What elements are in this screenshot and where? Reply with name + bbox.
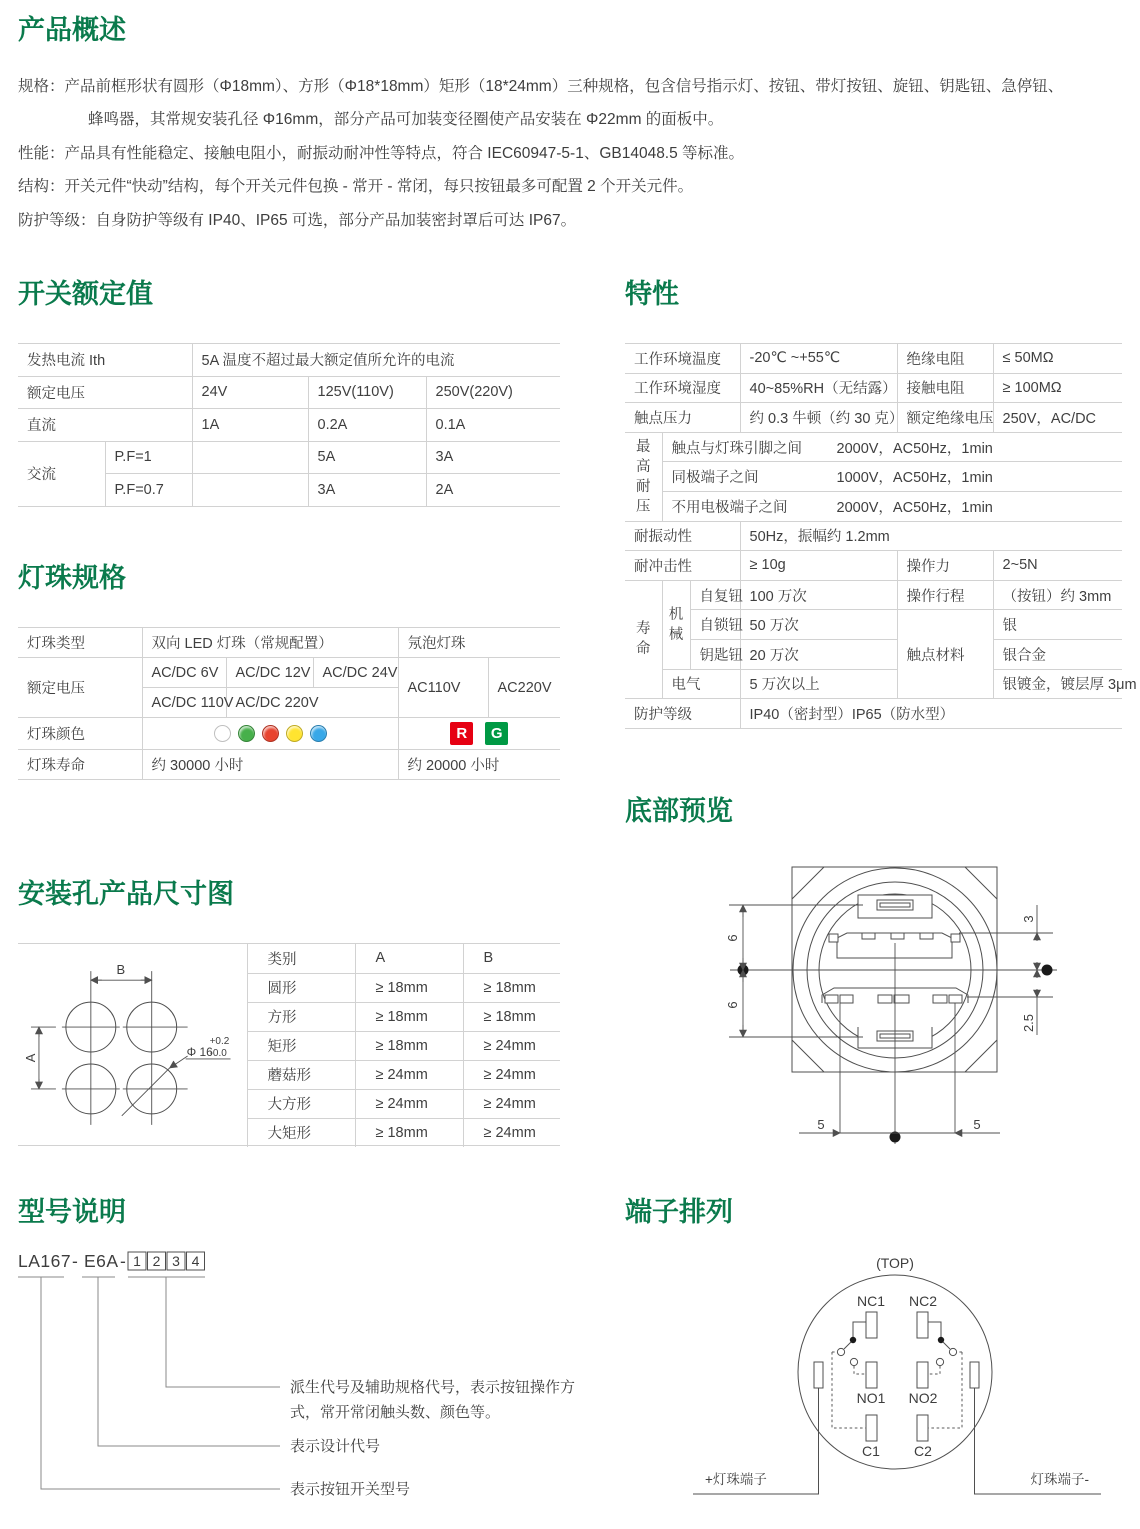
table-cell: -20℃ ~+55℃ <box>740 344 897 374</box>
table-cell: ≥ 18mm <box>355 1031 463 1060</box>
digit-2: 2 <box>152 1253 161 1269</box>
table-cell: AC/DC 220V <box>226 688 398 718</box>
table-row <box>247 973 560 1002</box>
table-cell: AC/DC 6V <box>142 658 226 688</box>
neon-color-badges <box>408 722 552 745</box>
table-cell: 直流 <box>18 409 192 442</box>
table-row <box>625 669 1122 699</box>
table-cell: IP40（密封型）IP65（防水型） <box>740 699 1122 729</box>
table-cell: 0.2A <box>308 409 426 442</box>
table-cell: 50Hz，振幅约 1.2mm <box>740 521 1122 551</box>
ratings-table <box>18 343 560 507</box>
table-cell: 125V(110V) <box>308 376 426 409</box>
section-characteristics <box>625 278 1137 738</box>
model-title: 型号说明 <box>18 1197 126 1227</box>
switch-base-circle <box>798 1275 992 1469</box>
model-design-code: E6A <box>84 1251 119 1271</box>
model-code-diagram <box>18 1246 578 1526</box>
lamp-terminal-plus-label: +灯珠端子 <box>705 1472 767 1487</box>
table-cell: 3A <box>426 441 560 474</box>
table-cell: AC/DC 12V <box>226 658 313 688</box>
model-code <box>18 1251 205 1271</box>
overview-line-spec: 规格：产品前框形状有圆形（Φ18mm）、方形（Φ18*18mm）矩形（18*24mm）三种规格，包含信号指示灯、按钮、带灯按钮、旋钮、钥匙钮、急停钮、 <box>18 78 1064 95</box>
hole-circles <box>62 971 188 1125</box>
dim-label-5-left: 5 <box>817 1117 825 1132</box>
table-cell: 氖泡灯珠 <box>398 628 560 658</box>
table-cell: ≥ 24mm <box>355 1060 463 1089</box>
dimension-a <box>23 1027 56 1089</box>
terminal-lamp-right <box>970 1362 979 1388</box>
callout-derived-code-line1: 派生代号及辅助规格代号，表示按钮操作方 <box>290 1379 576 1396</box>
table-cell: AC/DC 24V <box>313 658 398 688</box>
table-cell: ≤ 50MΩ <box>993 344 1122 374</box>
mounting-title: 安装孔产品尺寸图 <box>18 879 234 909</box>
terminal-nc2 <box>917 1312 928 1338</box>
table-cell: P.F=0.7 <box>105 474 192 507</box>
table-cell: 蘑菇形 <box>247 1060 355 1089</box>
section-model-explanation <box>18 1196 578 1526</box>
table-cell: 250V，AC/DC <box>993 403 1122 433</box>
terminal-no1 <box>866 1362 877 1388</box>
table-cell: 矩形 <box>247 1031 355 1060</box>
label-nc2: NC2 <box>908 1293 938 1309</box>
table-cell-mechanical: 机械 <box>662 580 690 669</box>
dim-label-5-right: 5 <box>973 1117 981 1132</box>
table-row <box>625 580 1122 610</box>
overview-paragraph <box>18 70 1063 237</box>
dim-label-a: A <box>22 1053 38 1063</box>
table-row <box>625 432 1122 462</box>
table-cell: 5A 温度不超过最大额定值所允许的电流 <box>192 344 560 377</box>
table-cell: 银合金 <box>993 639 1122 669</box>
section-lamp-spec <box>18 562 560 782</box>
top-keyway-slot <box>858 895 932 918</box>
table-cell: 绝缘电阻 <box>897 344 993 374</box>
table-row <box>247 1089 560 1118</box>
digit-1: 1 <box>133 1253 141 1269</box>
table-cell: 工作环境温度 <box>625 344 740 374</box>
overview-line-structure: 结构：开关元件“快动”结构，每个开关元件包换 - 常开 - 常闭，每只按钮最多可配置 2 个开关元件。 <box>18 178 694 196</box>
table-cell: 2A <box>426 474 560 507</box>
table-cell: 灯珠类型 <box>18 628 142 658</box>
table-cell <box>192 441 308 474</box>
led-dot-blue <box>310 725 327 742</box>
table-row <box>625 373 1122 403</box>
table-cell: 自复钮 <box>690 580 740 610</box>
lamp-spec-table <box>18 627 560 780</box>
bottom-view-drawing <box>625 845 1122 1185</box>
tolerance-plus: +0.2 <box>209 1036 230 1048</box>
table-cell: 交流 <box>18 441 105 506</box>
digit-4: 4 <box>191 1253 200 1269</box>
table-cell: 额定绝缘电压 <box>897 403 993 433</box>
table-cell: 约 0.3 牛顿（约 30 克） <box>740 403 897 433</box>
table-cell: 工作环境湿度 <box>625 373 740 403</box>
table-cell: 方形 <box>247 1002 355 1031</box>
table-cell: 操作行程 <box>897 580 993 610</box>
table-cell: 100 万次 <box>740 580 897 610</box>
label-nc1: NC1 <box>856 1293 886 1309</box>
table-cell: 约 20000 小时 <box>398 750 560 780</box>
table-cell: 大方形 <box>247 1089 355 1118</box>
table-row <box>18 718 560 750</box>
table-row <box>625 699 1122 729</box>
table-row <box>625 610 1122 640</box>
led-color-dots <box>152 725 389 742</box>
table-cell: 接触电阻 <box>897 373 993 403</box>
table-cell: 银镀金，镀层厚 3μm <box>993 669 1122 699</box>
model-dash-2: - <box>120 1251 126 1271</box>
table-cell: 灯珠颜色 <box>18 718 142 750</box>
table-row <box>18 409 560 442</box>
led-dot-white <box>214 725 231 742</box>
table-cell: 20 万次 <box>740 639 897 669</box>
table-cell: 触点与灯珠引脚之间 2000V，AC50Hz，1min <box>662 432 1122 462</box>
contact-symbols <box>832 1322 962 1428</box>
table-cell: 约 30000 小时 <box>142 750 398 780</box>
table-cell: ≥ 18mm <box>355 1002 463 1031</box>
lamp-terminal-leads <box>693 1388 1101 1494</box>
table-cell: 耐冲击性 <box>625 551 740 581</box>
table-row <box>18 441 560 474</box>
mounting-hole-drawing <box>18 944 247 1145</box>
table-row <box>247 1002 560 1031</box>
table-cell: 双向 LED 灯珠（常规配置） <box>142 628 398 658</box>
label-no1: NO1 <box>856 1390 886 1406</box>
table-row <box>247 1031 560 1060</box>
table-cell: 额定电压 <box>18 376 192 409</box>
tolerance-minus: -0.0 <box>209 1047 227 1059</box>
table-cell: 24V <box>192 376 308 409</box>
table-cell: 50 万次 <box>740 610 897 640</box>
table-cell: 发热电流 Ith <box>18 344 192 377</box>
table-cell: 耐振动性 <box>625 521 740 551</box>
table-cell: ≥ 24mm <box>463 1060 560 1089</box>
dim-label-b: B <box>116 962 126 978</box>
phi-label: Φ 16 <box>186 1044 213 1059</box>
table-header-cell: B <box>463 944 560 973</box>
table-cell: ≥ 24mm <box>463 1031 560 1060</box>
table-cell: 不用电极端子之间 2000V，AC50Hz，1min <box>662 491 1122 521</box>
callout-derived-code-line2: 式，常开常闭触头数、颜色等。 <box>290 1404 501 1421</box>
table-cell: 5 万次以上 <box>740 669 897 699</box>
label-no2: NO2 <box>908 1390 938 1406</box>
table-cell: AC110V <box>398 658 488 718</box>
table-cell: AC220V <box>488 658 560 718</box>
table-cell: 大矩形 <box>247 1118 355 1147</box>
section-switch-ratings <box>18 278 560 508</box>
table-row <box>625 639 1122 669</box>
table-cell: ≥ 24mm <box>355 1089 463 1118</box>
table-cell: ≥ 18mm <box>463 973 560 1002</box>
terminal-nc1 <box>866 1312 877 1338</box>
table-cell-withstand-voltage: 最高耐压 <box>625 432 662 521</box>
ratings-title: 开关额定值 <box>18 279 153 309</box>
table-cell-led-colors <box>142 718 398 750</box>
table-row <box>625 344 1122 374</box>
terminal-no2 <box>917 1362 928 1388</box>
table-cell: ≥ 18mm <box>463 1002 560 1031</box>
table-cell: 触点压力 <box>625 403 740 433</box>
section-terminal-arrangement <box>625 1196 1122 1529</box>
table-cell: ≥ 18mm <box>355 973 463 1002</box>
terminal-c1 <box>866 1415 877 1441</box>
table-cell <box>192 474 308 507</box>
terminal-c2 <box>917 1415 928 1441</box>
table-cell: 钥匙钮 <box>690 639 740 669</box>
neon-badge-green: G <box>485 722 508 745</box>
dimension-bottom <box>799 1117 1000 1133</box>
label-c2: C2 <box>914 1443 932 1459</box>
table-cell-lifetime: 寿命 <box>625 580 662 698</box>
table-row <box>625 491 1122 521</box>
table-cell: ≥ 100MΩ <box>993 373 1122 403</box>
mounting-figure-table-box <box>18 943 560 1146</box>
table-row <box>18 628 560 658</box>
overview-line-spec2: 蜂鸣器，其常规安装孔径 Φ16mm，部分产品可加装变径圈使产品安装在 Φ22mm 的面板中。 <box>88 111 724 129</box>
lamp-spec-title: 灯珠规格 <box>18 563 126 593</box>
overview-line-protection: 防护等级：自身防护等级有 IP40、IP65 可选，部分产品加装密封罩后可达 IP67。 <box>18 211 577 229</box>
table-cell: 2~5N <box>993 551 1122 581</box>
terminal-lamp-left <box>814 1362 823 1388</box>
table-cell: 1A <box>192 409 308 442</box>
terminal-title: 端子排列 <box>625 1197 733 1227</box>
table-row <box>625 551 1122 581</box>
table-cell: 0.1A <box>426 409 560 442</box>
table-cell: 250V(220V) <box>426 376 560 409</box>
table-cell: 灯珠寿命 <box>18 750 142 780</box>
table-cell: ≥ 18mm <box>355 1118 463 1147</box>
table-cell: 自锁钮 <box>690 610 740 640</box>
dimension-b <box>91 962 152 980</box>
table-cell: ≥ 24mm <box>463 1089 560 1118</box>
characteristics-title: 特性 <box>625 279 679 309</box>
section-bottom-preview <box>625 795 1122 1190</box>
dim-label-2-5: 2.5 <box>1021 1013 1036 1033</box>
table-cell: P.F=1 <box>105 441 192 474</box>
bottom-preview-title: 底部预览 <box>625 796 733 826</box>
digit-3: 3 <box>172 1253 180 1269</box>
top-label: (TOP) <box>876 1255 914 1271</box>
table-cell: 同极端子之间 1000V，AC50Hz，1min <box>662 462 1122 492</box>
table-row <box>18 658 560 688</box>
terminal-diagram <box>625 1240 1122 1529</box>
terminal-pins <box>814 1312 979 1441</box>
label-c1: C1 <box>862 1443 880 1459</box>
table-row <box>625 403 1122 433</box>
table-row <box>247 1060 560 1089</box>
led-dot-green <box>238 725 255 742</box>
overview-title: 产品概述 <box>18 15 126 45</box>
callout-texts <box>290 1378 575 1498</box>
table-row <box>625 521 1122 551</box>
led-dot-yellow <box>286 725 303 742</box>
table-cell: 圆形 <box>247 973 355 1002</box>
datum-dot-right <box>1042 965 1053 976</box>
table-cell: 防护等级 <box>625 699 740 729</box>
table-row <box>18 344 560 377</box>
table-cell: 银 <box>993 610 1122 640</box>
lamp-terminal-minus-label: 灯珠端子- <box>1030 1472 1089 1487</box>
table-cell: 5A <box>308 441 426 474</box>
section-product-overview <box>18 14 1124 264</box>
table-cell: 操作力 <box>897 551 993 581</box>
table-cell: 3A <box>308 474 426 507</box>
table-row <box>18 376 560 409</box>
table-header-cell: A <box>355 944 463 973</box>
table-row <box>247 944 560 973</box>
table-cell: （按钮）约 3mm <box>993 580 1122 610</box>
table-cell: ≥ 24mm <box>463 1118 560 1147</box>
callout-design-code: 表示设计代号 <box>290 1438 381 1455</box>
callout-switch-model: 表示按钮开关型号 <box>290 1481 411 1498</box>
neon-badge-red: R <box>450 722 473 745</box>
model-dash-1: - <box>72 1251 78 1271</box>
center-contact-block <box>829 933 960 958</box>
characteristics-table <box>625 343 1137 729</box>
overview-line-performance: 性能：产品具有性能稳定、接触电阻小，耐振动耐冲性等特点，符合 IEC60947-5-1、GB14048.5 等标准。 <box>18 144 745 162</box>
callout-lines <box>18 1277 280 1489</box>
model-prefix: LA167 <box>18 1251 72 1271</box>
table-cell: 电气 <box>662 669 740 699</box>
table-cell: ≥ 10g <box>740 551 897 581</box>
table-row <box>625 462 1122 492</box>
table-cell: AC/DC 110V <box>142 688 226 718</box>
table-cell-neon-colors <box>398 718 560 750</box>
dim-label-3: 3 <box>1021 915 1036 923</box>
dim-label-6-bottom: 6 <box>725 1001 740 1009</box>
table-row <box>18 750 560 780</box>
table-header-cell: 类别 <box>247 944 355 973</box>
mounting-table <box>247 944 561 1147</box>
dim-label-6-top: 6 <box>725 934 740 942</box>
section-mounting-dimensions <box>18 878 560 1148</box>
table-cell-contact-material: 触点材料 <box>897 610 993 699</box>
table-cell: 额定电压 <box>18 658 142 718</box>
table-cell: 40~85%RH（无结露） <box>740 373 897 403</box>
table-row <box>247 1118 560 1147</box>
led-dot-red <box>262 725 279 742</box>
